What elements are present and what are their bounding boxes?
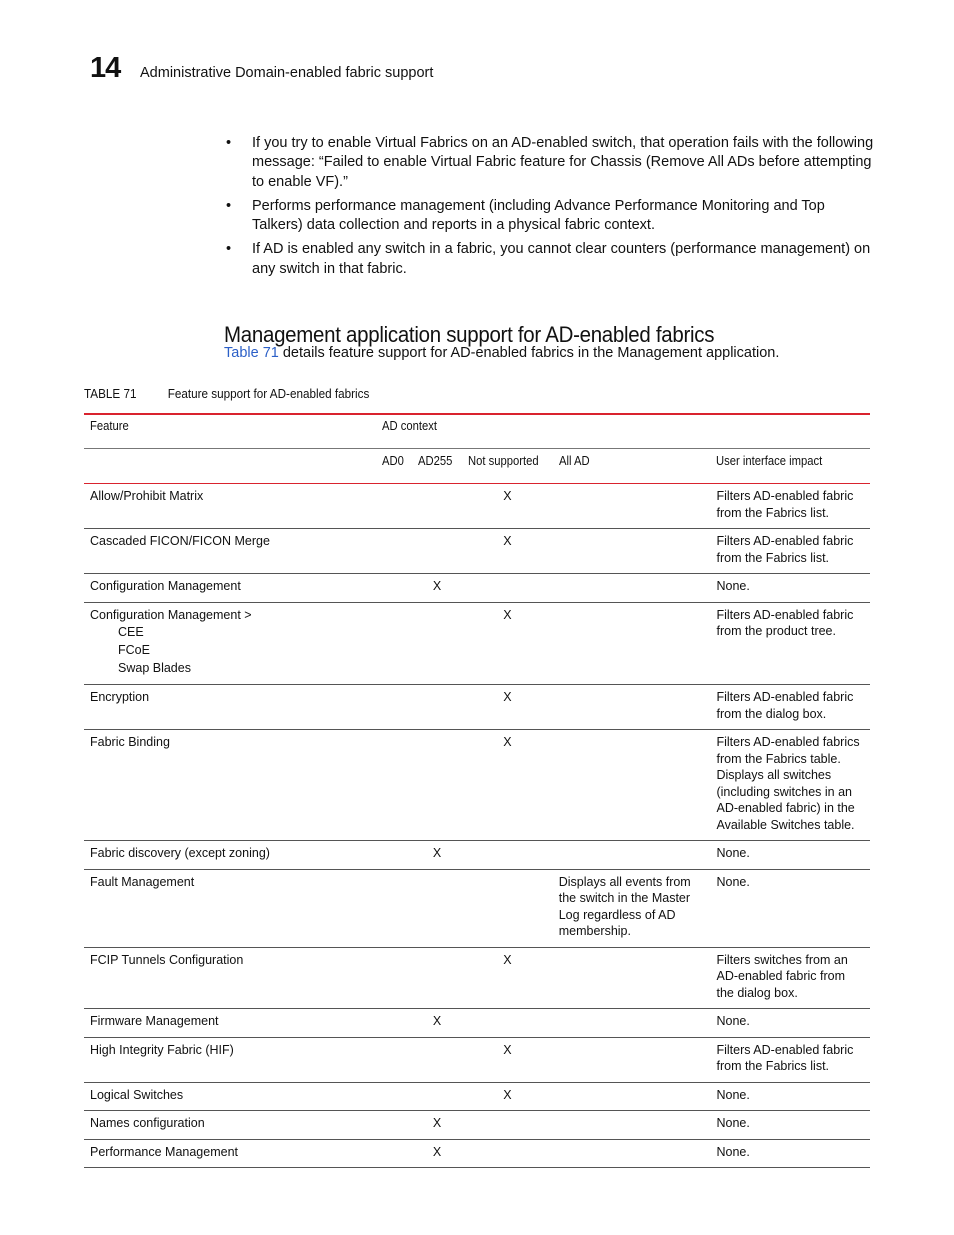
feature-support-table	[84, 413, 870, 1168]
chapter-title: Administrative Domain-enabled fabric support	[140, 65, 434, 81]
cell-ad0	[376, 1009, 412, 1038]
cell-ui-impact-text: None.	[716, 874, 750, 889]
cell-feature-text: High Integrity Fabric (HIF)	[90, 1042, 234, 1057]
cell-ui-impact	[710, 730, 870, 841]
cell-feature	[84, 574, 376, 603]
cell-ui-impact	[710, 1009, 870, 1038]
cell-ui-impact-text: Filters AD-enabled fabrics from the Fabrics table. Displays all switches (including switches in an AD-enabled fabric) in the Available Switches table.	[716, 735, 860, 832]
cell-not-supported	[462, 730, 553, 841]
cell-all-ad-text: Displays all events from the switch in the Master Log regardless of AD membership.	[558, 874, 691, 938]
table-caption	[84, 386, 369, 401]
table-row	[84, 841, 870, 870]
table-caption-label: TABLE 71	[84, 386, 137, 401]
cell-not-supported	[462, 602, 553, 685]
cell-ui-impact	[710, 529, 870, 574]
cell-feature-subitem: Swap Blades	[118, 661, 191, 675]
intro-paragraph	[224, 345, 779, 361]
cell-feature-text: Configuration Management >	[90, 607, 252, 622]
cell-not-supported	[462, 947, 553, 1009]
cell-ad255	[412, 602, 462, 685]
cell-ad255	[412, 1009, 462, 1038]
bullet-item	[224, 240, 874, 279]
table-row	[84, 602, 870, 685]
cell-ui-impact	[710, 869, 870, 947]
bullet-glyph: •	[226, 241, 232, 258]
cell-feature	[84, 1037, 376, 1082]
cell-feature	[84, 841, 376, 870]
table-row	[84, 1037, 870, 1082]
cell-all-ad	[553, 947, 711, 1009]
cell-ui-impact-text: None.	[716, 846, 750, 860]
cell-all-ad	[553, 602, 711, 685]
cell-feature-text: Cascaded FICON/FICON Merge	[90, 534, 270, 548]
cell-ui-impact	[710, 1037, 870, 1082]
cell-ad0	[376, 841, 412, 870]
bullet-item	[224, 197, 874, 236]
cell-all-ad	[553, 529, 711, 574]
header-blank	[84, 449, 376, 484]
cell-not-supported	[462, 1111, 553, 1140]
cell-ad255	[412, 1111, 462, 1140]
cell-ad255-text: X	[432, 579, 442, 593]
table-row	[84, 685, 870, 730]
cell-ui-impact-text: None.	[716, 1087, 750, 1102]
cell-all-ad	[553, 1111, 711, 1140]
cell-ui-impact-text: None.	[716, 1014, 750, 1028]
cell-all-ad	[553, 869, 711, 947]
cell-ui-impact	[710, 574, 870, 603]
header-ad-context: AD context	[376, 414, 870, 449]
cell-ad255	[412, 947, 462, 1009]
cell-ad0	[376, 602, 412, 685]
header-ad255: AD255	[412, 449, 462, 484]
cell-ad0	[376, 574, 412, 603]
cell-not-supported	[462, 484, 553, 529]
cell-all-ad	[553, 841, 711, 870]
cell-ui-impact-text: Filters AD-enabled fabric from the product tree.	[716, 607, 854, 638]
table-row	[84, 574, 870, 603]
cell-all-ad	[553, 574, 711, 603]
table-row	[84, 529, 870, 574]
cell-not-supported	[462, 685, 553, 730]
cell-ui-impact	[710, 602, 870, 685]
cell-not-supported-text: X	[503, 952, 512, 967]
cell-feature	[84, 529, 376, 574]
table-row	[84, 1009, 870, 1038]
table-body	[84, 484, 870, 1168]
cell-all-ad	[553, 730, 711, 841]
cell-not-supported-text: X	[503, 690, 512, 704]
cell-ad255	[412, 869, 462, 947]
cell-ui-impact	[710, 947, 870, 1009]
cell-all-ad	[553, 1009, 711, 1038]
cell-ui-impact	[710, 1082, 870, 1111]
table-row	[84, 484, 870, 529]
table-reference-link[interactable]: Table 71	[224, 345, 279, 361]
cell-ad255	[412, 1082, 462, 1111]
header-not-supported: Not supported	[462, 449, 553, 484]
cell-ui-impact-text: Filters AD-enabled fabric from the dialog box.	[716, 690, 854, 721]
cell-ad255	[412, 685, 462, 730]
bullet-glyph: •	[226, 197, 232, 214]
table-row	[84, 1111, 870, 1140]
cell-ui-impact	[710, 484, 870, 529]
cell-feature-text: Fault Management	[90, 874, 195, 889]
table-row	[84, 730, 870, 841]
cell-feature-subitem: CEE	[118, 625, 144, 639]
cell-not-supported	[462, 869, 553, 947]
cell-ui-impact-text: None.	[716, 1144, 750, 1159]
cell-ui-impact	[710, 685, 870, 730]
cell-feature-text: Performance Management	[90, 1144, 238, 1159]
bullet-text: Performs performance management (including Advance Performance Monitoring and Top Talkers) data collection and reports in a physical fabric context.	[252, 197, 825, 234]
cell-feature	[84, 602, 376, 685]
cell-not-supported-text: X	[503, 489, 512, 503]
cell-all-ad	[553, 1082, 711, 1111]
cell-ui-impact-text: Filters AD-enabled fabric from the Fabrics list.	[716, 489, 854, 520]
cell-feature-text: Firmware Management	[90, 1014, 219, 1028]
cell-ad255-text: X	[432, 846, 442, 860]
cell-ad0	[376, 1139, 412, 1168]
section-title: Management application support for AD-enabled fabrics	[224, 322, 715, 348]
cell-ad0	[376, 484, 412, 529]
cell-feature-text: Configuration Management	[90, 579, 241, 593]
cell-all-ad	[553, 685, 711, 730]
bullet-text: If AD is enabled any switch in a fabric, you cannot clear counters (performance management) on any switch in that fabric.	[252, 241, 871, 277]
cell-feature	[84, 1111, 376, 1140]
cell-ad0	[376, 1082, 412, 1111]
bullet-glyph: •	[226, 135, 232, 151]
cell-not-supported-text: X	[503, 1042, 512, 1057]
cell-feature	[84, 947, 376, 1009]
cell-all-ad	[553, 484, 711, 529]
cell-ad0	[376, 869, 412, 947]
header-ad0: AD0	[376, 449, 412, 484]
cell-ad255	[412, 841, 462, 870]
cell-feature-text: FCIP Tunnels Configuration	[90, 952, 244, 967]
cell-feature	[84, 1082, 376, 1111]
header-all-ad: All AD	[553, 449, 711, 484]
cell-not-supported-text: X	[503, 534, 512, 548]
cell-not-supported-text: X	[503, 735, 512, 749]
cell-ad0	[376, 947, 412, 1009]
cell-not-supported-text: X	[503, 1087, 512, 1102]
cell-ui-impact-text: Filters AD-enabled fabric from the Fabrics list.	[716, 534, 854, 565]
cell-feature-subitem: FCoE	[118, 643, 150, 657]
table-subheader-row	[84, 449, 870, 484]
table-row	[84, 947, 870, 1009]
cell-all-ad	[553, 1139, 711, 1168]
cell-ui-impact	[710, 841, 870, 870]
chapter-number: 14	[90, 52, 121, 84]
table-row	[84, 869, 870, 947]
cell-not-supported-text: X	[503, 607, 512, 622]
cell-not-supported	[462, 529, 553, 574]
cell-ui-impact	[710, 1139, 870, 1168]
bullet-list	[224, 134, 874, 284]
cell-not-supported	[462, 1082, 553, 1111]
cell-ad255	[412, 529, 462, 574]
header-ui-impact: User interface impact	[710, 449, 870, 484]
cell-feature	[84, 484, 376, 529]
cell-ui-impact-text: None.	[716, 1116, 750, 1130]
cell-ui-impact-text: None.	[716, 579, 750, 593]
cell-ui-impact-text: Filters AD-enabled fabric from the Fabrics list.	[716, 1042, 854, 1073]
intro-text: details feature support for AD-enabled fabrics in the Management application.	[278, 345, 780, 361]
cell-ui-impact-text: Filters switches from an AD-enabled fabric from the dialog box.	[716, 952, 848, 1000]
cell-feature	[84, 730, 376, 841]
cell-ad255	[412, 730, 462, 841]
table-caption-title: Feature support for AD-enabled fabrics	[167, 386, 370, 401]
cell-feature-text: Fabric Binding	[90, 735, 170, 749]
cell-feature-text: Allow/Prohibit Matrix	[90, 489, 204, 503]
cell-not-supported	[462, 1009, 553, 1038]
cell-feature	[84, 1009, 376, 1038]
cell-not-supported	[462, 574, 553, 603]
cell-feature	[84, 685, 376, 730]
bullet-item	[224, 134, 874, 192]
cell-feature-text: Encryption	[90, 690, 150, 704]
cell-not-supported	[462, 1139, 553, 1168]
cell-ad255	[412, 574, 462, 603]
cell-feature	[84, 1139, 376, 1168]
cell-ad0	[376, 730, 412, 841]
cell-ad255-text: X	[432, 1014, 442, 1028]
cell-ad0	[376, 1037, 412, 1082]
cell-ad0	[376, 529, 412, 574]
table-row	[84, 1082, 870, 1111]
header-feature: Feature	[84, 414, 376, 449]
cell-feature	[84, 869, 376, 947]
cell-all-ad	[553, 1037, 711, 1082]
cell-ui-impact	[710, 1111, 870, 1140]
cell-feature-text: Logical Switches	[90, 1087, 184, 1102]
cell-not-supported	[462, 1037, 553, 1082]
cell-ad0	[376, 685, 412, 730]
cell-ad0	[376, 1111, 412, 1140]
bullet-text: If you try to enable Virtual Fabrics on an AD-enabled switch, that operation fails with the following message: “Failed to enable Virtual Fabric feature for Chassis (Remove All ADs before attempting to enable VF).”	[252, 135, 874, 190]
cell-feature-text: Names configuration	[90, 1116, 205, 1130]
cell-ad255	[412, 484, 462, 529]
table-row	[84, 1139, 870, 1168]
cell-not-supported	[462, 841, 553, 870]
cell-ad255-text: X	[432, 1116, 442, 1130]
cell-ad255-text: X	[432, 1144, 442, 1159]
cell-ad255	[412, 1139, 462, 1168]
cell-feature-text: Fabric discovery (except zoning)	[90, 846, 270, 860]
table-header-row	[84, 414, 870, 449]
cell-ad255	[412, 1037, 462, 1082]
